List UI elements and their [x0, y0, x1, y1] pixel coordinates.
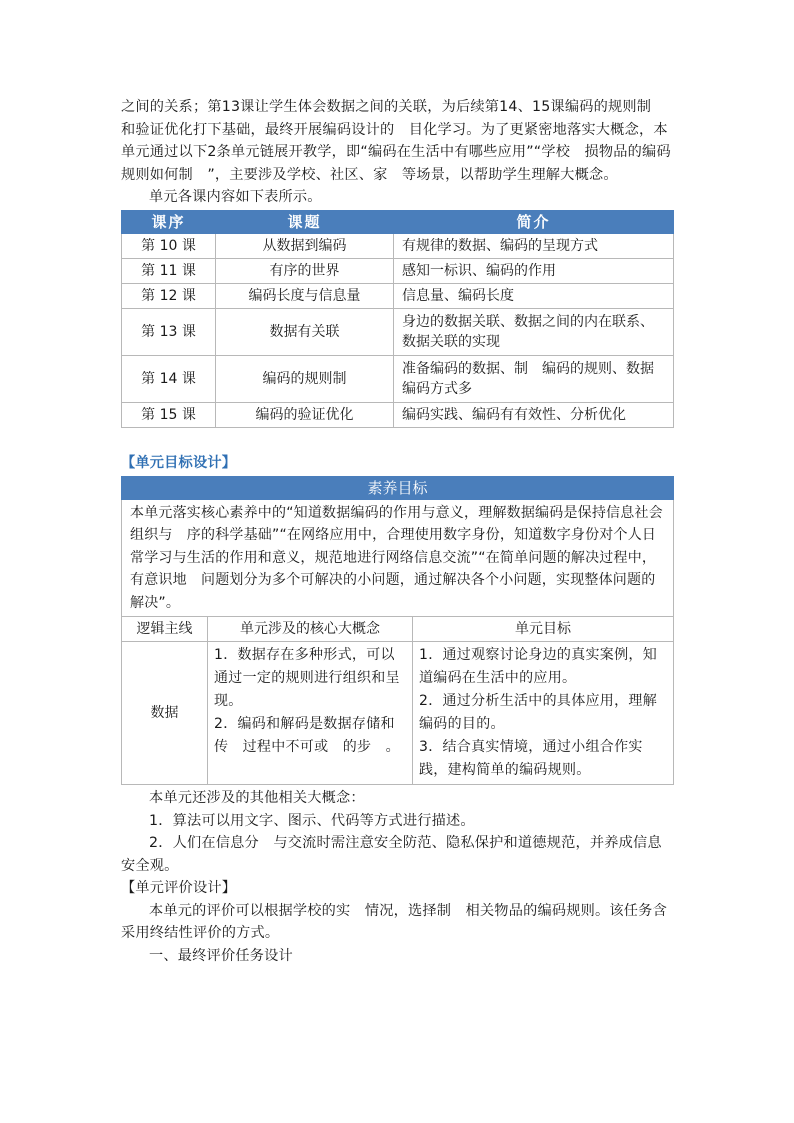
header-main-line: 逻辑主线	[122, 617, 208, 642]
other-concepts-intro: 本单元还涉及的其他相关大概念：	[149, 790, 365, 806]
main-line-value: 数据	[122, 642, 208, 785]
concept-item: 1．数据存在多种形式，可以通过一定的规则进行组织和呈现。	[214, 647, 400, 709]
lesson-number: 第 10 课	[122, 233, 216, 258]
goal-column-headers	[122, 617, 674, 642]
table-row	[122, 258, 674, 283]
core-concepts-cell	[208, 642, 413, 785]
goal-heading: 【单元目标设计】	[121, 454, 237, 471]
header-summary: 简介	[394, 210, 674, 233]
literacy-goal-band: 素养目标	[122, 476, 674, 499]
lesson-title: 编码的验证优化	[216, 402, 394, 427]
eval-heading: 【单元评价设计】	[121, 880, 237, 896]
lesson-title: 编码长度与信息量	[216, 283, 394, 308]
lesson-summary: 身边的数据关联、数据之间的内在联系、数据关联的实现	[394, 308, 674, 355]
goal-item: 1．通过观察讨论身边的真实案例，知道编码在生活中的应用。	[419, 647, 658, 686]
table-row	[122, 308, 674, 355]
table-intro: 单元各课内容如下表所示。	[149, 189, 322, 205]
literacy-goal-text: 本单元落实核心素养中的“知道数据编码的作用与意义，理解数据编码是保持信息社会组织与 序的科学基础”“在网络应用中，合理使用数字身份，知道数字身份对个人日常学习与生活的作用和意义，规范地进行网络信息交流”“在简单问题的解决过程中，有意识地 问题划分为多个可解决的小问题，通过解决各个小问题，实现整体问题的解决”。	[122, 499, 674, 617]
table-row	[122, 233, 674, 258]
lesson-title: 有序的世界	[216, 258, 394, 283]
lesson-summary: 感知一标识、编码的作用	[394, 258, 674, 283]
document-page	[121, 96, 673, 967]
lesson-table	[121, 210, 674, 428]
lesson-number: 第 15 课	[122, 402, 216, 427]
header-core-concepts: 单元涉及的核心大概念	[208, 617, 413, 642]
lesson-number: 第 11 课	[122, 258, 216, 283]
lesson-summary: 有规律的数据、编码的呈现方式	[394, 233, 674, 258]
lesson-title: 数据有关联	[216, 308, 394, 355]
lesson-summary: 信息量、编码长度	[394, 283, 674, 308]
lesson-summary: 编码实践、编码有有效性、分析优化	[394, 402, 674, 427]
lesson-number: 第 13 课	[122, 308, 216, 355]
concept-item: 2．编码和解码是数据存储和传 过程中不可或 的步 。	[214, 716, 400, 755]
table-row	[122, 283, 674, 308]
final-task-heading: 一、最终评价任务设计	[149, 947, 293, 964]
lesson-title: 编码的规则制	[216, 355, 394, 402]
goal-item: 2．通过分析生活中的具体应用，理解编码的目的。	[419, 693, 658, 732]
unit-goals-cell	[413, 642, 674, 785]
lesson-number: 第 12 课	[122, 283, 216, 308]
intro-paragraph: 之间的关系；第13课让学生体会数据之间的关联，为后续第14、15课编码的规则制 和验证优化打下基础，最终开展编码设计的 目化学习。为了更紧密地落实大概念，本单元通过以下2条单元链展开教学，即“编码在生活中有哪些应用”“学校 损物品的编码规则如何制 ”，主要涉及学校、社区、家 等场景，以帮助学生理解大概念。	[121, 99, 671, 183]
table-row	[122, 402, 674, 427]
lesson-summary: 准备编码的数据、制 编码的规则、数据编码方式多	[394, 355, 674, 402]
lesson-table-header	[122, 210, 674, 233]
lesson-number: 第 14 课	[122, 355, 216, 402]
goal-table	[121, 476, 674, 786]
eval-paragraph: 本单元的评价可以根据学校的实 情况，选择制 相关物品的编码规则。该任务含采用终结性评价的方式。	[121, 902, 667, 941]
table-row	[122, 355, 674, 402]
table-row	[122, 642, 674, 785]
goal-item: 3．结合真实情境，通过小组合作实践，建构简单的编码规则。	[419, 739, 643, 778]
other-concept-item: 1．算法可以用文字、图示、代码等方式进行描述。	[149, 812, 475, 829]
lesson-title: 从数据到编码	[216, 233, 394, 258]
header-title: 课题	[216, 210, 394, 233]
other-concept-item: 2．人们在信息分 与交流时需注意安全防范、隐私保护和道德规范，并养成信息安全观。	[121, 835, 662, 874]
header-lesson: 课序	[122, 210, 216, 233]
header-unit-goals: 单元目标	[413, 617, 674, 642]
